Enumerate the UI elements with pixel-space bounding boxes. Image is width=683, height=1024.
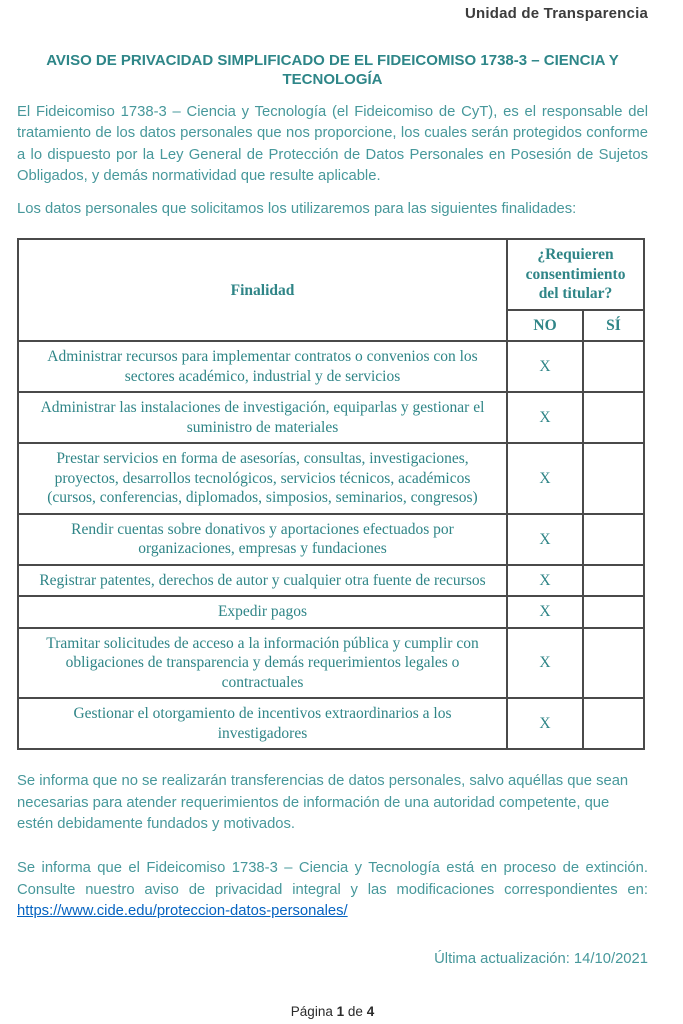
finalidad-cell: Tramitar solicitudes de acceso a la información pública y cumplir con obligaciones de transparencia y demás requerimientos legales o contractuales xyxy=(18,628,507,699)
page-title: AVISO DE PRIVACIDAD SIMPLIFICADO DE EL FIDEICOMISO 1738-3 – CIENCIA Y TECNOLOGÍA xyxy=(46,52,619,88)
si-mark-cell xyxy=(583,698,644,749)
si-mark-cell xyxy=(583,392,644,443)
table-row xyxy=(18,392,644,443)
si-mark-cell xyxy=(583,514,644,565)
finalidad-cell: Prestar servicios en forma de asesorías, consultas, investigaciones, proyectos, desarrollos tecnológicos, servicios técnicos, académicos (cursos, conferencias, diplomados, simposios, seminarios, congresos) xyxy=(18,443,507,514)
finalidad-cell: Administrar las instalaciones de investigación, equiparlas y gestionar el suministro de materiales xyxy=(18,392,507,443)
table-row xyxy=(18,341,644,392)
table-row xyxy=(18,628,644,699)
no-mark-cell: X xyxy=(507,514,583,565)
page-current: 1 xyxy=(336,1004,345,1020)
finalidad-cell: Administrar recursos para implementar contratos o convenios con los sectores académico, industrial y de servicios xyxy=(18,341,507,392)
si-mark-cell xyxy=(583,596,644,628)
si-column-header: SÍ xyxy=(583,310,644,342)
privacy-policy-link[interactable]: https://www.cide.edu/proteccion-datos-personales/ xyxy=(17,902,348,919)
no-mark-cell: X xyxy=(507,443,583,514)
finalidad-cell: Registrar patentes, derechos de autor y cualquier otra fuente de recursos xyxy=(18,565,507,597)
si-mark-cell xyxy=(583,443,644,514)
page-of-label: de xyxy=(347,1004,363,1020)
finalidad-column-header: Finalidad xyxy=(18,239,507,341)
si-mark-cell xyxy=(583,341,644,392)
table-row xyxy=(18,443,644,514)
no-mark-cell: X xyxy=(507,341,583,392)
table-row xyxy=(18,698,644,749)
table-row xyxy=(18,565,644,597)
si-mark-cell xyxy=(583,565,644,597)
finalidad-cell: Rendir cuentas sobre donativos y aportaciones efectuados por organizaciones, empresas y fundaciones xyxy=(18,514,507,565)
purposes-table xyxy=(17,238,645,750)
no-column-header: NO xyxy=(507,310,583,342)
page-number xyxy=(17,1004,648,1019)
table-row xyxy=(18,596,644,628)
last-update: Última actualización: 14/10/2021 xyxy=(434,951,648,968)
consent-column-header: ¿Requieren consentimiento del titular? xyxy=(507,239,644,310)
page-label: Página xyxy=(290,1004,333,1020)
extinction-paragraph xyxy=(17,858,648,922)
no-mark-cell: X xyxy=(507,628,583,699)
purposes-intro: Los datos personales que solicitamos los utilizaremos para las siguientes finalidades: xyxy=(17,201,577,218)
no-mark-cell: X xyxy=(507,565,583,597)
table-header-row-1 xyxy=(18,239,644,310)
finalidad-cell: Expedir pagos xyxy=(18,596,507,628)
extinction-text: Se informa que el Fideicomiso 1738-3 – Ciencia y Tecnología está en proceso de extinción. Consulte nuestro aviso de privacidad integral y las modificaciones correspondientes en: xyxy=(17,860,648,898)
si-mark-cell xyxy=(583,628,644,699)
no-mark-cell: X xyxy=(507,698,583,749)
page-total: 4 xyxy=(366,1004,375,1020)
no-mark-cell: X xyxy=(507,596,583,628)
transfers-paragraph: Se informa que no se realizarán transferencias de datos personales, salvo aquéllas que sean necesarias para atender requerimientos de información de una autoridad competente, que estén debidamente fundados y motivados. xyxy=(17,773,629,833)
finalidad-cell: Gestionar el otorgamiento de incentivos extraordinarios a los investigadores xyxy=(18,698,507,749)
table-row xyxy=(18,514,644,565)
intro-paragraph: El Fideicomiso 1738-3 – Ciencia y Tecnología (el Fideicomiso de CyT), es el responsable del tratamiento de los datos personales que nos proporcione, los cuales serán protegidos conforme a lo dispuesto por la Ley General de Protección de Datos Personales en Posesión de Sujetos Obligados, y demás normatividad que resulte aplicable. xyxy=(17,104,648,184)
no-mark-cell: X xyxy=(507,392,583,443)
header-unit-label: Unidad de Transparencia xyxy=(465,5,648,22)
